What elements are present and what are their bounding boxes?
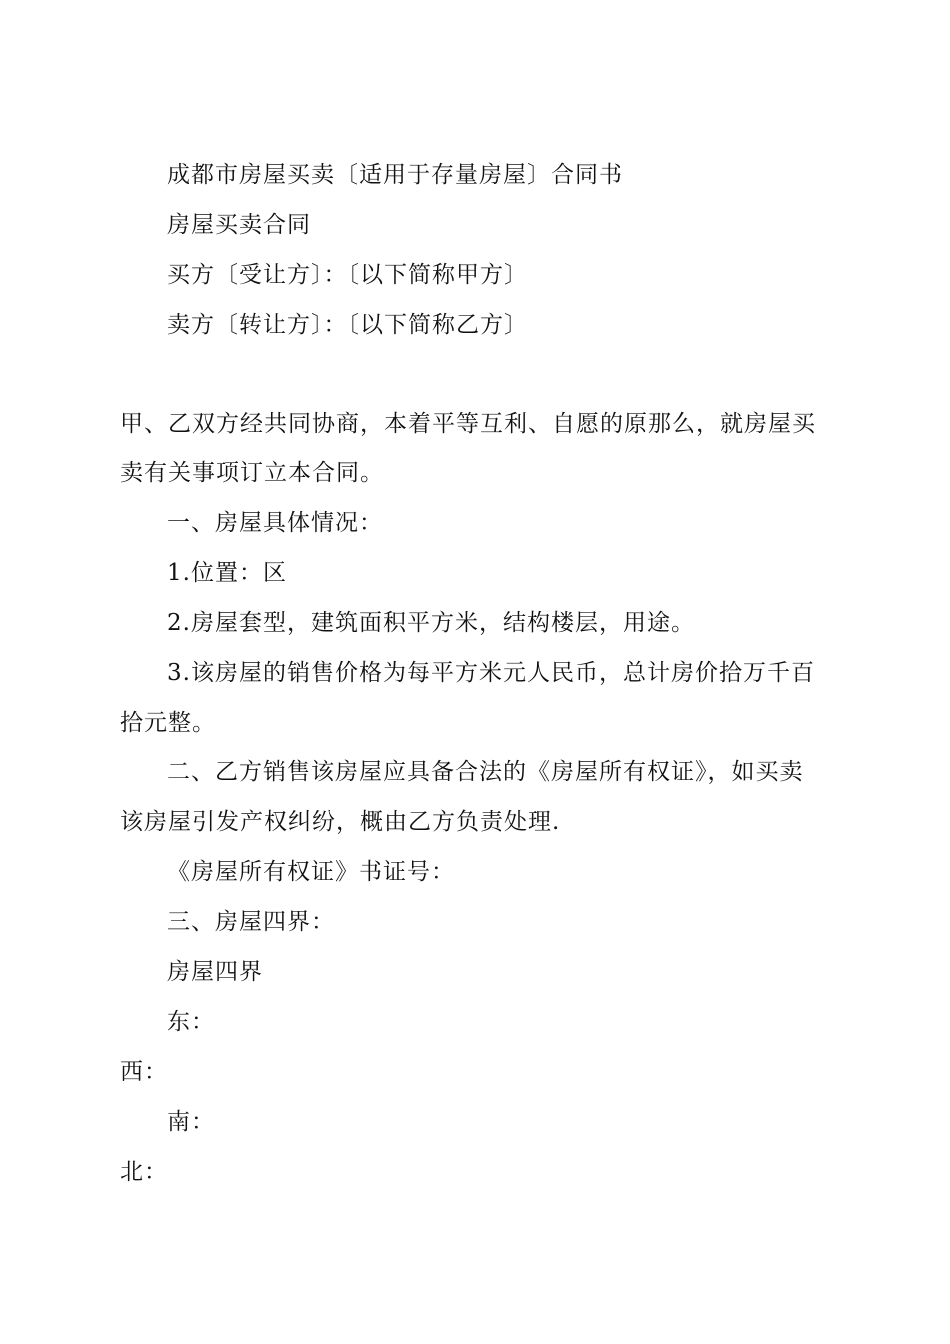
- section-2-line-1: 二、乙方销售该房屋应具备合法的《房屋所有权证》，如买卖: [167, 759, 804, 785]
- section-3-heading: 三、房屋四界：: [167, 909, 335, 935]
- boundary-west: 西：: [120, 1059, 168, 1085]
- document-title: 成都市房屋买卖〔适用于存量房屋〕合同书: [167, 162, 623, 188]
- certificate-number: 《房屋所有权证》书证号：: [167, 859, 455, 885]
- boundary-east: 东：: [167, 1009, 215, 1035]
- item-3-price-line-1: 3.该房屋的销售价格为每平方米元人民币，总计房价拾万千百: [167, 660, 815, 686]
- boundaries-label: 房屋四界: [167, 959, 263, 985]
- boundary-south: 南：: [167, 1109, 215, 1135]
- item-3-price-line-2: 拾元整。: [120, 710, 216, 736]
- item-1-location: 1.位置：区: [167, 560, 287, 586]
- buyer-line: 买方〔受让方〕：〔以下简称甲方〕: [167, 262, 528, 288]
- section-1-heading: 一、房屋具体情况：: [167, 510, 383, 536]
- contract-subtitle: 房屋买卖合同: [167, 212, 311, 238]
- preamble-line-2: 卖有关事项订立本合同。: [120, 460, 384, 486]
- boundary-north: 北：: [120, 1159, 168, 1185]
- item-2-type: 2.房屋套型，建筑面积平方米，结构楼层，用途。: [167, 610, 695, 636]
- seller-line: 卖方〔转让方〕：〔以下简称乙方〕: [167, 312, 528, 338]
- section-2-line-2: 该房屋引发产权纠纷，概由乙方负责处理.: [120, 809, 561, 835]
- preamble-line-1: 甲、乙双方经共同协商，本着平等互利、自愿的原那么，就房屋买: [120, 411, 816, 437]
